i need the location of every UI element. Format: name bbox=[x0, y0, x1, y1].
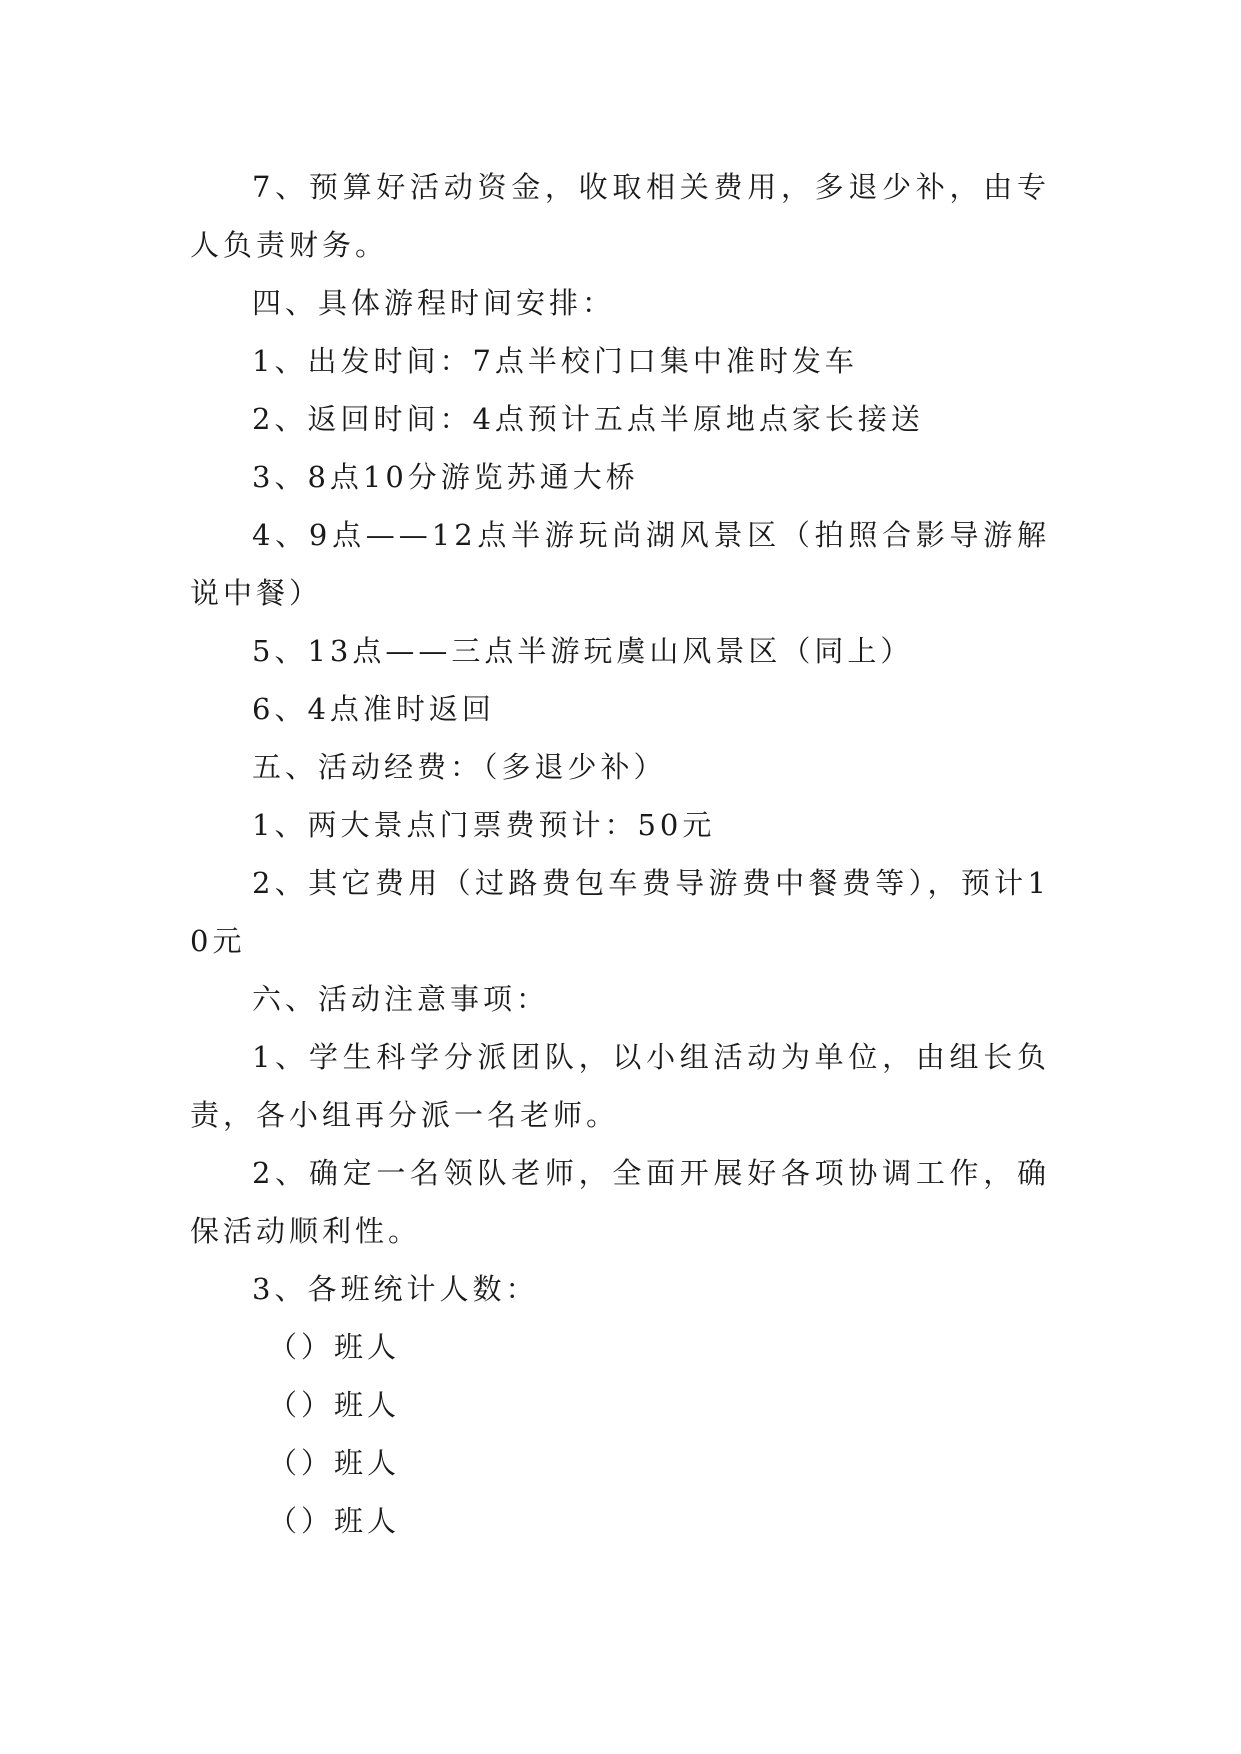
class-count-line: （）班人 bbox=[268, 1504, 401, 1538]
class-count-line: （）班人 bbox=[268, 1330, 401, 1364]
class-count-line: （）班人 bbox=[268, 1388, 401, 1422]
section-heading-schedule: 四、具体游程时间安排： bbox=[252, 286, 616, 320]
schedule-item-shanghu: 4、9点——12点半游玩尚湖风景区（拍照合影导游解说中餐） bbox=[190, 518, 1050, 610]
schedule-item-bridge: 3、8点10分游览苏通大桥 bbox=[252, 460, 639, 494]
note-item-leader: 2、确定一名领队老师，全面开展好各项协调工作，确保活动顺利性。 bbox=[190, 1156, 1050, 1248]
schedule-item-return-time: 6、4点准时返回 bbox=[252, 692, 495, 726]
class-count-line: （）班人 bbox=[268, 1446, 401, 1480]
budget-item-tickets: 1、两大景点门票费预计：50元 bbox=[252, 808, 716, 842]
schedule-item-return: 2、返回时间：4点预计五点半原地点家长接送 bbox=[252, 402, 924, 436]
note-item-headcount: 3、各班统计人数： bbox=[252, 1272, 539, 1306]
budget-item-other: 2、其它费用（过路费包车费导游费中餐费等），预计10元 bbox=[190, 866, 1050, 958]
schedule-item-yushan: 5、13点——三点半游玩虞山风景区（同上） bbox=[252, 634, 914, 668]
document-body bbox=[190, 158, 1050, 1550]
schedule-item-departure: 1、出发时间：7点半校门口集中准时发车 bbox=[252, 344, 858, 378]
paragraph-budget: 7、预算好活动资金，收取相关费用，多退少补，由专人负责财务。 bbox=[190, 170, 1050, 262]
section-heading-notes: 六、活动注意事项： bbox=[252, 982, 550, 1016]
note-item-groups: 1、学生科学分派团队，以小组活动为单位，由组长负责，各小组再分派一名老师。 bbox=[190, 1040, 1050, 1132]
section-heading-budget: 五、活动经费：（多退少补） bbox=[252, 750, 667, 784]
